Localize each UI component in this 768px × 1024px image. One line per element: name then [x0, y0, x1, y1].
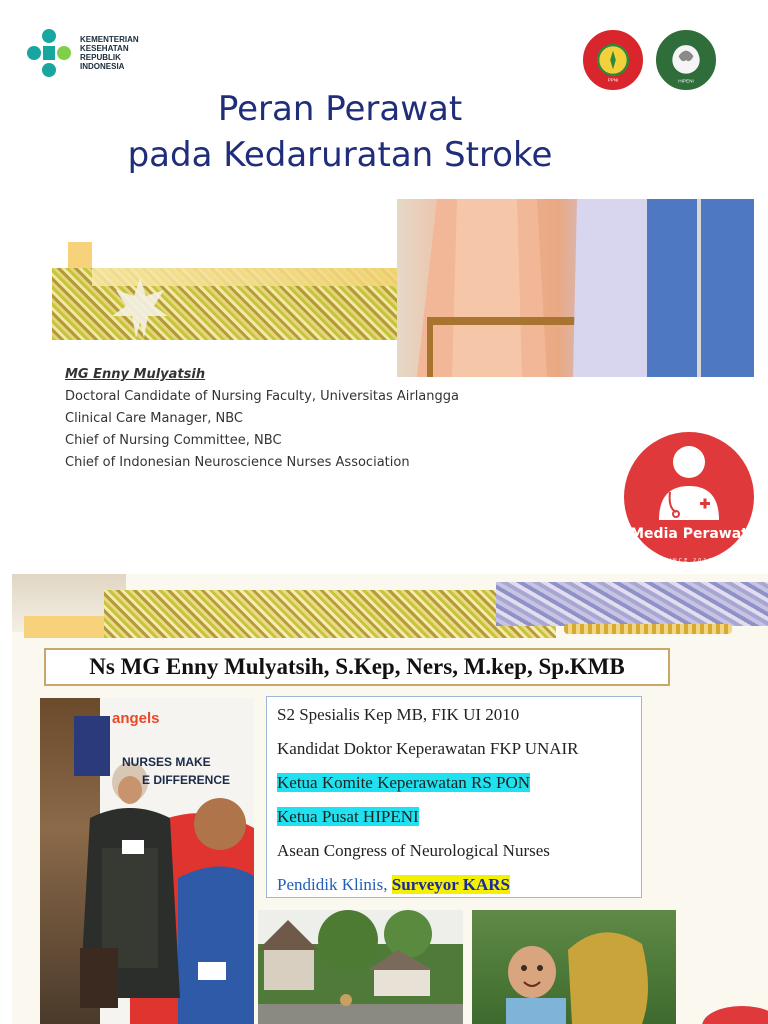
speaker-bio — [65, 364, 459, 474]
hipeni-emblem-icon — [656, 30, 716, 90]
kemenkes-text: KEMENTERIAN KESEHATAN REPUBLIK INDONESIA — [80, 35, 139, 71]
bio-line: Chief of Nursing Committee, NBC — [65, 433, 282, 448]
decor-leaf-band — [104, 590, 556, 638]
name-banner: Ns MG Enny Mulyatsih, S.Kep, Ners, M.kep, Sp.KMB — [44, 648, 670, 686]
kemenkes-mark-icon — [24, 26, 74, 80]
speaker-name: MG Enny Mulyatsih — [65, 367, 206, 382]
bio-line: Chief of Indonesian Neuroscience Nurses Association — [65, 455, 410, 470]
badge-subtitle: SINCE 2016 — [664, 558, 714, 564]
credential-line: Ketua Pusat HIPENI — [277, 807, 419, 826]
bio-line: Clinical Care Manager, NBC — [65, 411, 243, 426]
ppni-label: PPNI — [607, 77, 619, 83]
credentials-box — [266, 696, 642, 898]
media-perawat-badge — [624, 432, 754, 562]
decor-wheat — [564, 624, 732, 634]
title-line-2: pada Kedaruratan Stroke — [127, 135, 553, 175]
credential-line: Asean Congress of Neurological Nurses — [277, 841, 550, 860]
media-perawat-badge-partial — [702, 1006, 768, 1024]
credential-line: Kandidat Doktor Keperawatan FKP UNAIR — [277, 739, 579, 758]
photo-with-baby — [472, 910, 676, 1024]
ppni-emblem-icon — [583, 30, 643, 90]
banner-text-2: E DIFFERENCE — [142, 773, 231, 787]
slide-title — [90, 86, 590, 178]
nurse-avatar-icon — [624, 432, 754, 562]
slide-2 — [12, 574, 768, 1024]
hero-photo-patient-walker — [397, 199, 754, 377]
credential-line: S2 Spesialis Kep MB, FIK UI 2010 — [277, 705, 520, 724]
banner-brand: angels — [112, 710, 160, 727]
decor-flower-band — [496, 582, 768, 626]
photo-house-street — [258, 910, 463, 1024]
bio-line: Doctoral Candidate of Nursing Faculty, Universitas Airlangga — [65, 389, 459, 404]
credential-line: Pendidik Klinis, Surveyor KARS — [277, 875, 510, 894]
hipeni-label: HIPENI — [678, 78, 694, 84]
photo-speaker-event — [40, 698, 254, 1024]
kemenkes-logo — [24, 26, 170, 80]
badge-title: Media Perawat — [630, 526, 748, 542]
banner-text-1: NURSES MAKE — [122, 755, 211, 769]
credential-line: Ketua Komite Keperawatan RS PON — [277, 773, 531, 792]
title-line-1: Peran Perawat — [217, 89, 463, 129]
maple-leaf-icon — [110, 276, 170, 340]
